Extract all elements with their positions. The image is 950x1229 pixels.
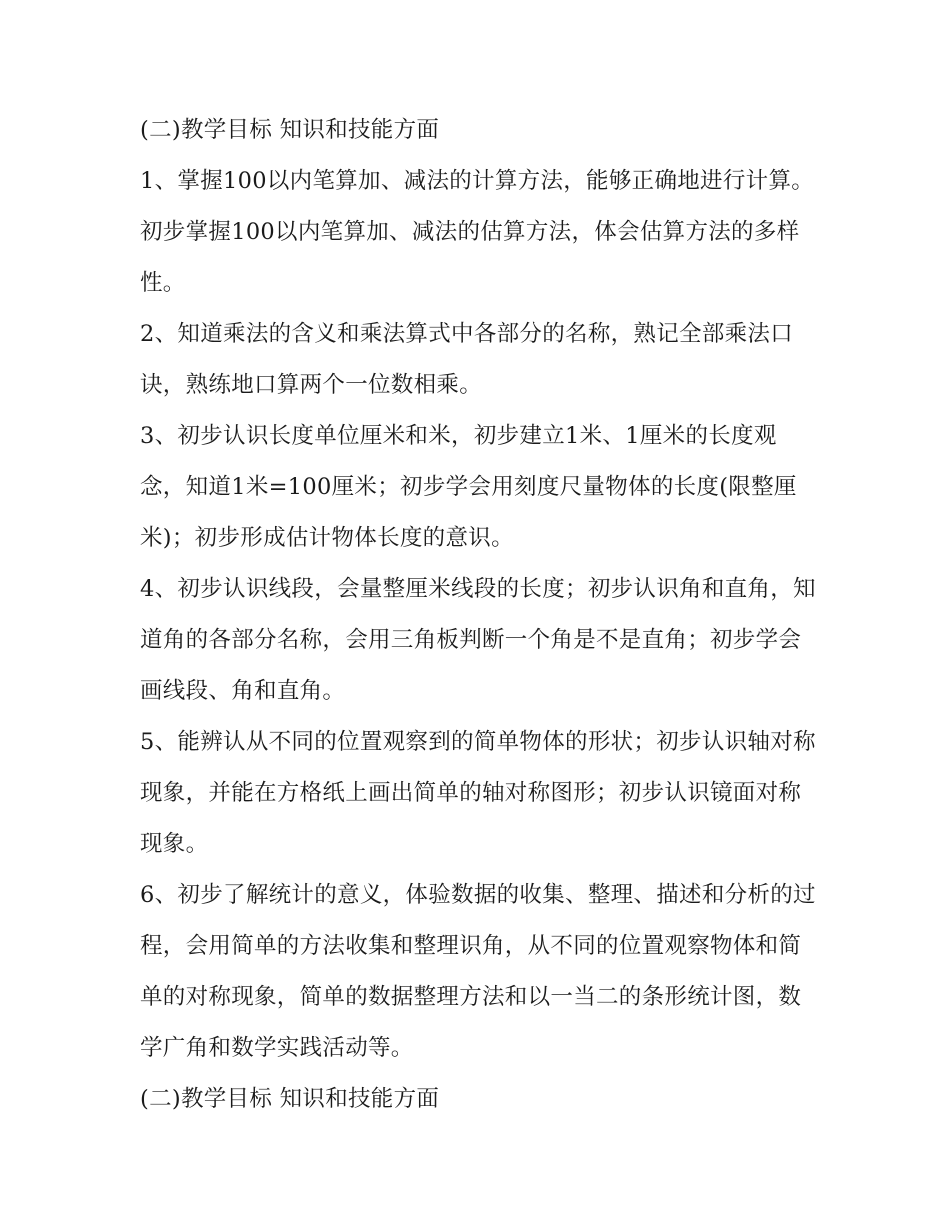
objective-item-3: 3、初步认识长度单位厘米和米，初步建立1米、1厘米的长度观念，知道1米=100厘米；初步学会用刻度尺量物体的长度(限整厘米)；初步形成估计物体长度的意识。 [140, 423, 797, 551]
section-heading-top: (二)教学目标 知识和技能方面 [140, 117, 440, 143]
objective-item-5: 5、能辨认从不同的位置观察到的简单物体的形状；初步认识轴对称现象，并能在方格纸上画出简单的轴对称图形；初步认识镜面对称现象。 [140, 729, 816, 857]
objective-item-4: 4、初步认识线段，会量整厘米线段的长度；初步认识角和直角，知道角的各部分名称，会用三角板判断一个角是不是直角；初步学会画线段、角和直角。 [140, 576, 816, 704]
objective-item-1: 1、掌握100以内笔算加、减法的计算方法，能够正确地进行计算。初步掌握100以内笔算加、减法的估算方法，体会估算方法的多样性。 [140, 168, 815, 296]
section-heading-bottom: (二)教学目标 知识和技能方面 [140, 1086, 440, 1112]
objective-item-2: 2、知道乘法的含义和乘法算式中各部分的名称，熟记全部乘法口诀，熟练地口算两个一位数相乘。 [140, 321, 794, 398]
document-body [140, 105, 820, 1125]
objective-item-6: 6、初步了解统计的意义，体验数据的收集、整理、描述和分析的过程，会用简单的方法收集和整理识角，从不同的位置观察物体和简单的对称现象，简单的数据整理方法和以一当二的条形统计图，数学广角和数学实践活动等。 [140, 882, 816, 1061]
